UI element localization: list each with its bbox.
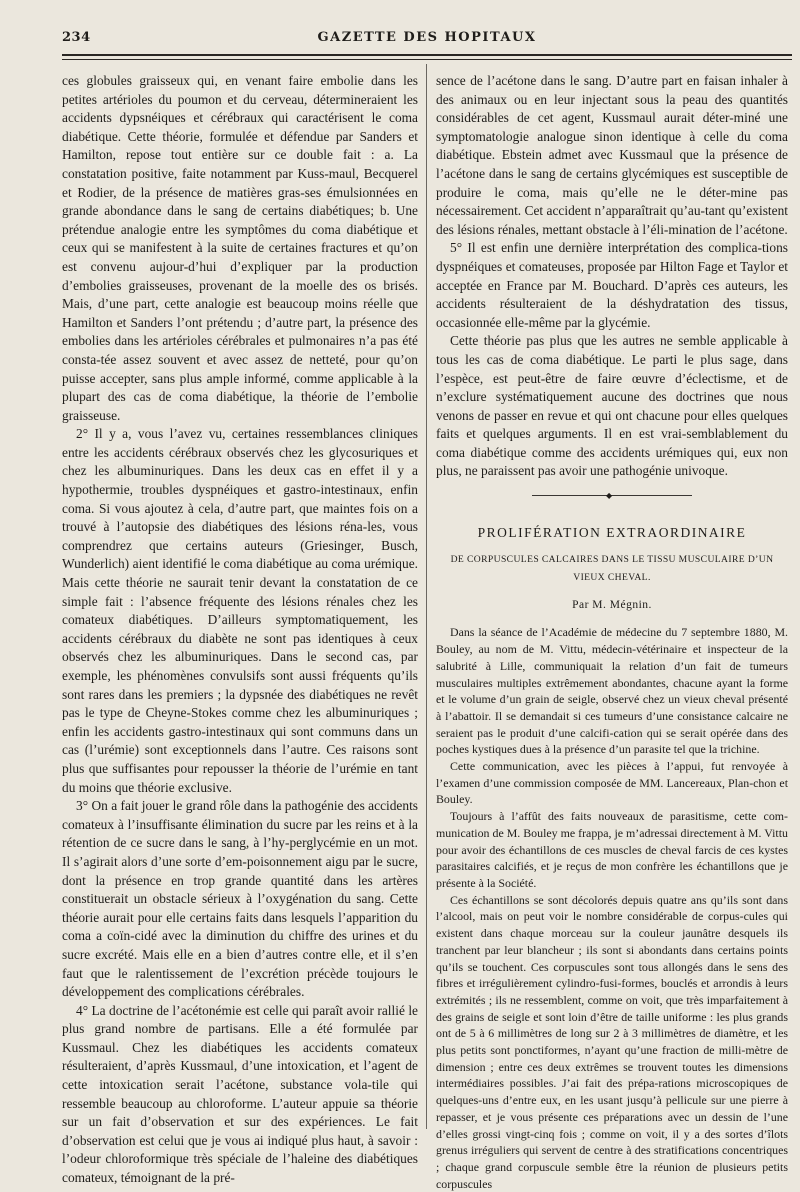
article-title: PROLIFÉRATION EXTRAORDINAIRE	[477, 525, 747, 541]
paragraph: Ces échantillons se sont décolorés depuis quatre ans qu’ils sont dans l’alcool, mais on peut voir le nombre considérable de corpus-cules qui existent dans chaque morceau sur la couleur jaunâtre desquels ils tranchent par leur blancheur ; ils sont si abondants dans certains points qu’ils se touchent. Ces corpuscules sont tous allongés dans le sens des fibres et irrégulièrement cylindro-fusi-formes, bouclés et arrondis à leurs extrémités ; ils ne ressemblent, comme on voit, que très imparfaitement à des grains de seigle et sont loin d’être de taille uniforme : les plus grands ont de 5 à 6 millimètres de long sur 2 à 3 millimètres de diamètre, et les plus petits sont ponctiformes, n’ayant qu’une fraction de milli-mètre de dimension ; entre ces deux extrêmes se trouvent toutes les dimensions intermédiaires possibles. J’ai fait des prépa-rations microscopiques de quelques-uns d’entre eux, en les usant jusqu’à pellicule sur une pierre à repasser, et je vous présente ces préparations avec un dessin de l’une d’elles grossi vingt-cinq fois ; comme on voit, il y a des sortes d’îlots grenus irréguliers qui servent de centre à des stratifications concentriques ; chaque grand corpuscule semble être la réunion de plusieurs petits corpuscules	[436, 892, 788, 1191]
article-author: Par M. Mégnin.	[572, 598, 652, 611]
page-header	[62, 30, 792, 50]
right-column	[436, 72, 788, 1192]
paragraph: 4° La doctrine de l’acétonémie est celle qui paraît avoir rallié le plus grand nombre de partisans. Elle a été formulée par Kussmaul. Chez les diabétiques les accidents comateux résulteraient, d’après Kussmaul, d’une intoxication, et l’agent de cette intoxication serait l’acétone, substance vola-tile qui ressemble beaucoup au chloroforme. L’auteur appuie sa théorie sur un fait d’observation et sur des expériences. Le fait d’observation est celui que je vous ai indiqué plus haut, à savoir : l’odeur chloroformique très spéciale de l’haleine des diabétiques comateux, témoignant de la pré-	[62, 1002, 418, 1186]
column-divider	[426, 64, 427, 1129]
paragraph: 5° Il est enfin une dernière interprétation des complica-tions dyspnéiques et comateuses, proposée par Hilton Fage et Taylor et acceptée en France par M. Bouchard. D’après ces auteurs, les accidents résulteraient de la déshydratation des tissus, occasionnée elle-même par la glycémie.	[436, 240, 788, 330]
paragraph: ces globules graisseux qui, en venant faire embolie dans les petites artérioles du poumon et du cerveau, détermineraient les accidents dypsnéiques et cérébraux qui caractérisent le coma diabétique. Cette théorie, formulée et défendue par Sanders et Hamilton, repose tout entière sur ce double fait : a. La constatation positive, faite notamment par Kuss-maul, Becquerel et Rodier, de la présence de matières gras-ses émulsionnées en grande abondance dans le sang de certains diabétiques; b. Une prétendue analogie entre les symptômes du coma diabétique et ceux qui se manifestent à la suite de certaines fractures et qu’on est convenu aujour-d’hui d’expliquer par la production d’embolies graisseuses, provenant de la moelle des os brisés. Mais, d’une part, cette analogie est beaucoup moins réelle que Hamilton et Sanders l’ont prétendu ; d’autre part, la présence des embolies dans les artérioles cérébrales et pulmonaires n’a pas été consta-tée assez souvent et avec assez de netteté, pour qu’on puisse accepter, sans plus ample informé, comme applicable à la plupart des cas de coma diabétique, la théorie de l’embolie graisseuse.	[62, 73, 418, 423]
paragraph: Dans la séance de l’Académie de médecine du 7 septembre 1880, M. Bouley, au nom de M. Vittu, médecin-vétérinaire et inspecteur de la salubrité à Lille, communiquait la relation d’un fait de tumeurs musculaires multiples extrêmement abondantes, chacune ayant la forme et le volume d’un grain de seigle, observé chez un vieux cheval présenté à l’abattoir. Il se demandait si ces tumeurs d’une consistance calcaire ne seraient pas le produit d’une calcifi-cation qui se serait opérée dans des poches kystiques dues à la présence d’un parasite tel que la trichine.	[436, 625, 788, 757]
header-rule-thin	[62, 59, 792, 60]
paragraph: 3° On a fait jouer le grand rôle dans la pathogénie des accidents comateux à l’insuffisante élimination du sucre par les reins et à la rétention de ce sucre dans le sang, à l’hy-perglycémie en un mot. Il s’agirait alors d’une sorte d’em-poisonnement aigu par le sucre, dont la présence en trop grande quantité dans les artères constituerait un obstacle sérieux à l’oxygénation du sang. Cette théorie aurait pour elle certains faits dans lesquels l’apparition du coma a coïn-cidé avec la diminution du chiffre des urines et du sucre excrété. Mais elle en a bien d’autres contre elle, et il s’en faut que le ralentissement de l’excrétion précède toujours le développement des complications cérébrales.	[62, 798, 418, 1000]
paragraph: Toujours à l’affût des faits nouveaux de parasitisme, cette com-munication de M. Bouley me frappa, je m’adressai directement à M. Vittu pour avoir des échantillons de ces muscles de cheval farcis de ces kystes parasitaires calcifiés, et je reçus de mon confrère les échantillons que je présente à la Société.	[436, 809, 788, 890]
section-separator: ◆	[532, 495, 692, 496]
paragraph: Cette théorie pas plus que les autres ne semble applicable à tous les cas de coma diabétique. Le parti le plus sage, dans l’espèce, est peut-être de faire œuvre d’éclectisme, et de n’exclure systématiquement aucune des doctrines que nous venons de passer en revue et qui ont chacune pour elles quelques faits et quelques arguments. Il en est vrai-semblablement du coma diabétique comme des accidents urémiques qui, eux non plus, ne paraissent pas avoir une pathogénie univoque.	[436, 333, 788, 479]
left-column	[62, 72, 418, 1188]
paragraph: Cette communication, avec les pièces à l’appui, fut renvoyée à l’examen d’une commission composée de MM. Lancereaux, Plan-chon et Bouley.	[436, 759, 788, 807]
paragraph: sence de l’acétone dans le sang. D’autre part en faisan inhaler à des animaux ou en leur injectant sous la peau des quantités considérables de cet agent, Kussmaul aurait déter-miné une symptomatologie analogue sinon identique à celle du coma diabétique. Ebstein admet avec Kussmaul que la présence de l’acétone dans le sang de certains glycémiques est susceptible de produire le coma, mais qu’elle ne le déter-mine pas nécessairement. Cet accident n’apparaîtrait qu’au-tant qu’existent des lésions rénales, mettant obstacle à l’éli-mination de l’acétone.	[436, 73, 788, 237]
journal-title: GAZETTE DES HOPITAUX	[317, 30, 537, 45]
article-subtitle: DE CORPUSCULES CALCAIRES DANS LE TISSU MUSCULAIRE D’UN VIEUX CHEVAL.	[450, 553, 774, 584]
page-number: 234	[62, 30, 91, 45]
article-body	[436, 624, 788, 1192]
header-rule-thick	[62, 54, 792, 56]
paragraph: 2° Il y a, vous l’avez vu, certaines ressemblances cliniques entre les accidents cérébraux observés chez les glycosuriques et chez les albuminuriques. Dans les deux cas en effet il y a hypothermie, troubles dyspnéiques et gastro-intestinaux, enfin coma. Si vous ajoutez à cela, d’autre part, que maintes fois on a trouvé à l’autopsie des diabétiques des lésions réna-les, vous comprendrez que certains auteurs (Griesinger, Busch, Wunderlich) aient identifié le coma diabétique au coma urémique. Mais cette théorie ne saurait tenir devant la constatation de ce simple fait : l’absence fréquente des lésions rénales chez les comateux diabétiques. D’ailleurs symptomatiquement, les accidents cérébraux du diabète ne sont pas identiques à ceux observés chez les albuminuriques. Dans le second cas, par exemple, les phénomènes convulsifs sont aussi fréquents qu’ils sont rares dans les premiers ; la dypsnée des diabétiques ne revêt pas le type de Cheyne-Stokes comme chez les albuminuriques ; enfin les accidents gastro-intestinaux qui sont communs dans un cas (l’urémie) sont exceptionnels dans l’autre. Ces raisons sont plus que suffisantes pour repousser la théorie de l’urémie en tant du moins que théorie exclusive.	[62, 426, 418, 795]
